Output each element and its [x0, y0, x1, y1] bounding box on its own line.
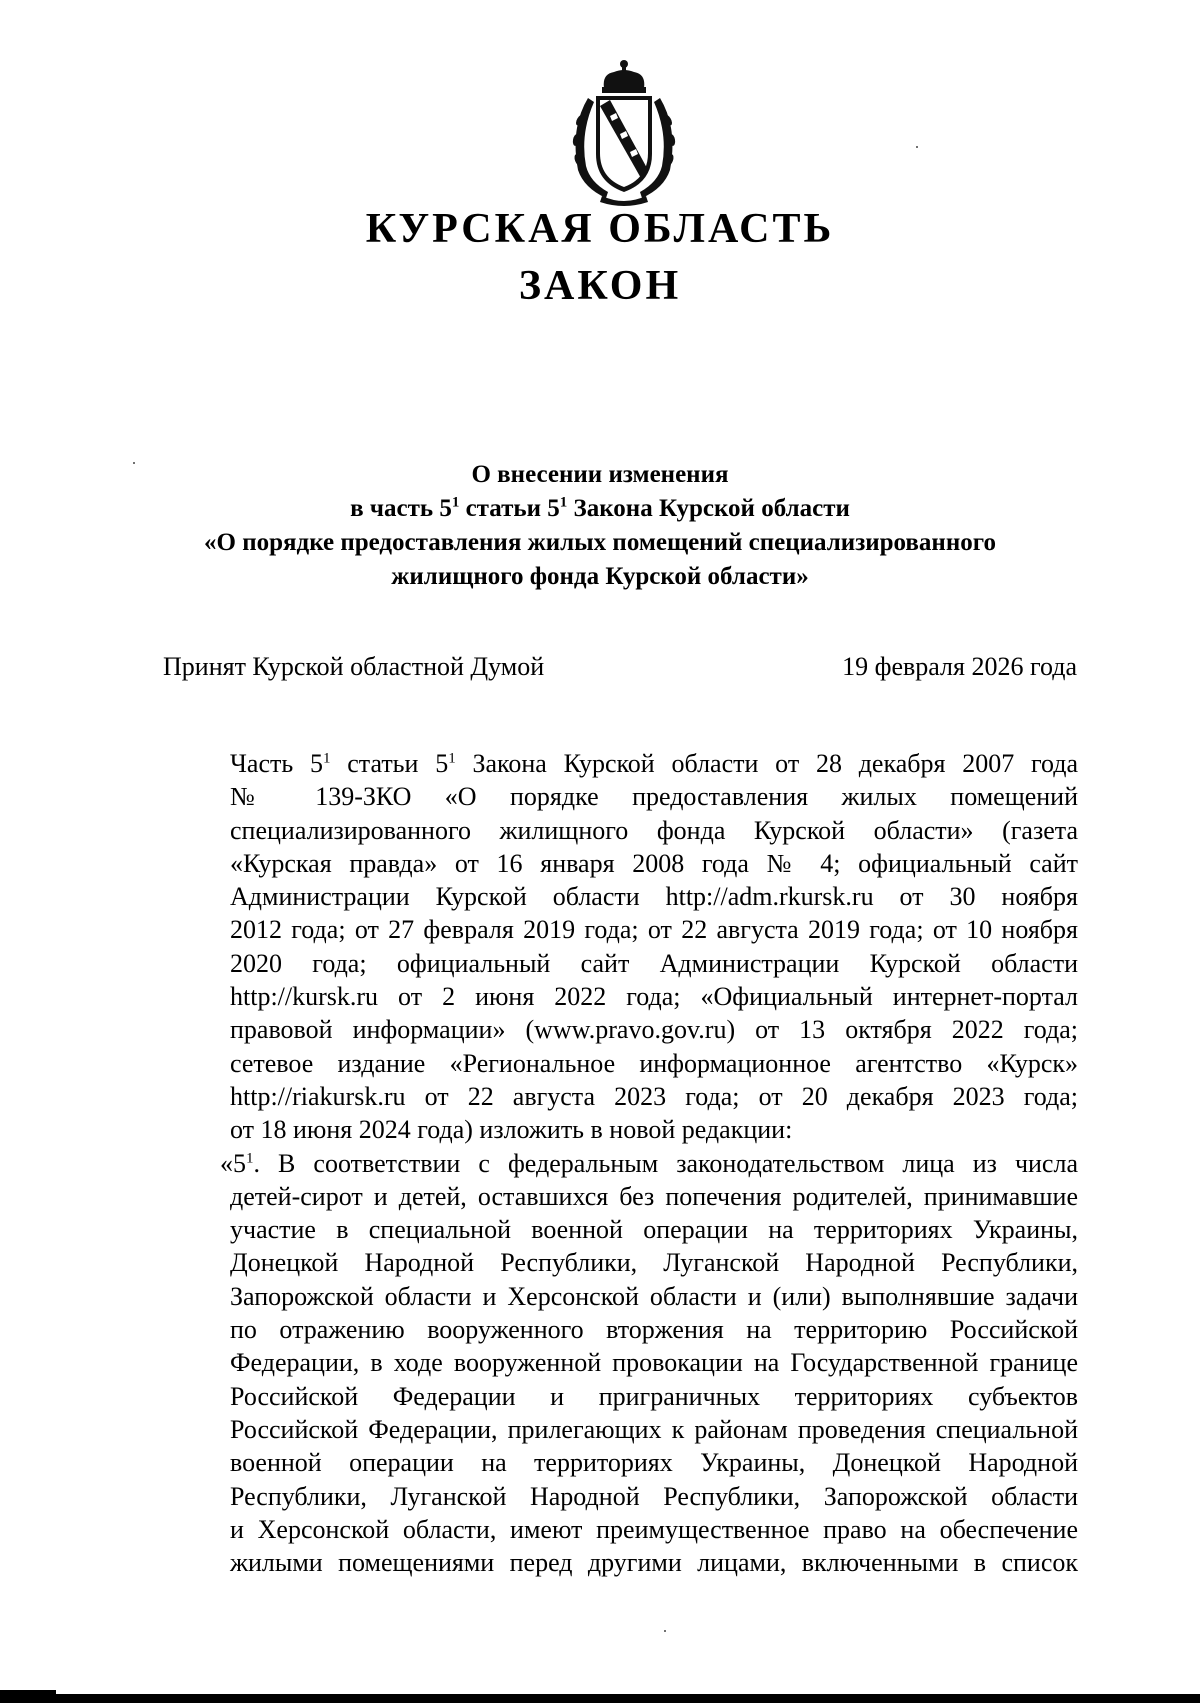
- law-title: [140, 458, 1060, 594]
- paragraph-line: Федерации, в ходе вооруженной провокации на Государственной границе: [230, 1348, 1078, 1378]
- paragraph-line: Российской Федерации, прилегающих к районам проведения специальной: [230, 1414, 1078, 1444]
- paragraph-line: http://riakursk.ru от 22 августа 2023 года; от 20 декабря 2023 года;: [230, 1081, 1078, 1111]
- paragraph-line: детей-сирот и детей, оставшихся без попечения родителей, принимавшие: [230, 1181, 1078, 1211]
- title-line: О внесении изменения: [471, 461, 729, 488]
- scan-speck: [133, 462, 135, 464]
- coat-of-arms-emblem: [562, 58, 686, 206]
- paragraph-line: http://kursk.ru от 2 июня 2022 года; «Официальный интернет-портал: [230, 982, 1078, 1012]
- title-line: в часть $5^1$ статьи $5^1$ Закона Курской области: [350, 494, 850, 522]
- paragraph-line: «Курская правда» от 16 января 2008 года № 4; официальный сайт: [230, 848, 1078, 878]
- body-paragraph: [163, 747, 1078, 1147]
- adoption-date: 19 февраля 2026 года: [842, 652, 1077, 681]
- paragraph-line: Республики, Луганской Народной Республики, Запорожской области: [230, 1481, 1078, 1511]
- paragraph-line: Запорожской области и Херсонской области и (или) выполнявшие задачи: [230, 1281, 1078, 1311]
- paragraph-line: сетевое издание «Региональное информационное агентство «Курск»: [230, 1048, 1078, 1078]
- paragraph-line: участие в специальной военной операции на территориях Украины,: [230, 1215, 1078, 1245]
- paragraph-line: 2012 года; от 27 февраля 2019 года; от 22 августа 2019 года; от 10 ноября: [230, 915, 1078, 945]
- document-body: [163, 747, 1078, 1579]
- paragraph-line: Российской Федерации и приграничных территориях субъектов: [230, 1381, 1078, 1411]
- paragraph-line: «$5^1$. В соответствии с федеральным законодательством лица из числа: [220, 1148, 1078, 1178]
- paragraph-line: Донецкой Народной Республики, Луганской Народной Республики,: [230, 1248, 1078, 1278]
- scan-speck: [916, 146, 918, 148]
- region-heading: КУРСКАЯ ОБЛАСТЬ: [365, 206, 835, 252]
- paragraph-line: правовой информации» (www.pravo.gov.ru) от 13 октября 2022 года;: [230, 1015, 1078, 1045]
- paragraph-line: специализированного жилищного фонда Курской области» (газета: [230, 815, 1078, 845]
- paragraph-line: 2020 года; официальный сайт Администрации Курской области: [230, 948, 1078, 978]
- paragraph-line: военной операции на территориях Украины, Донецкой Народной: [230, 1448, 1078, 1478]
- document-type-heading: ЗАКОН: [518, 263, 682, 309]
- adopted-by: Принят Курской областной Думой: [163, 652, 545, 681]
- paragraph-line: по отражению вооруженного вторжения на территорию Российской: [230, 1315, 1078, 1345]
- paragraph-line: жилыми помещениями перед другими лицами, включенными в список: [230, 1548, 1078, 1578]
- paragraph-line: № 139-ЗКО «О порядке предоставления жилых помещений: [230, 782, 1078, 812]
- paragraph-line: Администрации Курской области http://adm.rkursk.ru от 30 ноября: [230, 882, 1078, 912]
- title-line: «О порядке предоставления жилых помещений специализированного: [204, 529, 996, 556]
- paragraph-line: и Херсонской области, имеют преимущественное право на обеспечение: [230, 1514, 1078, 1544]
- paragraph-line: Часть $5^1$ статьи $5^1$ Закона Курской области от 28 декабря 2007 года: [230, 749, 1078, 778]
- scan-speck: [664, 1630, 666, 1632]
- body-paragraph: [163, 1147, 1078, 1580]
- paragraph-line: от 18 июня 2024 года) изложить в новой редакции:: [230, 1115, 793, 1145]
- scan-edge: [0, 1694, 1200, 1703]
- title-line: жилищного фонда Курской области»: [391, 563, 809, 590]
